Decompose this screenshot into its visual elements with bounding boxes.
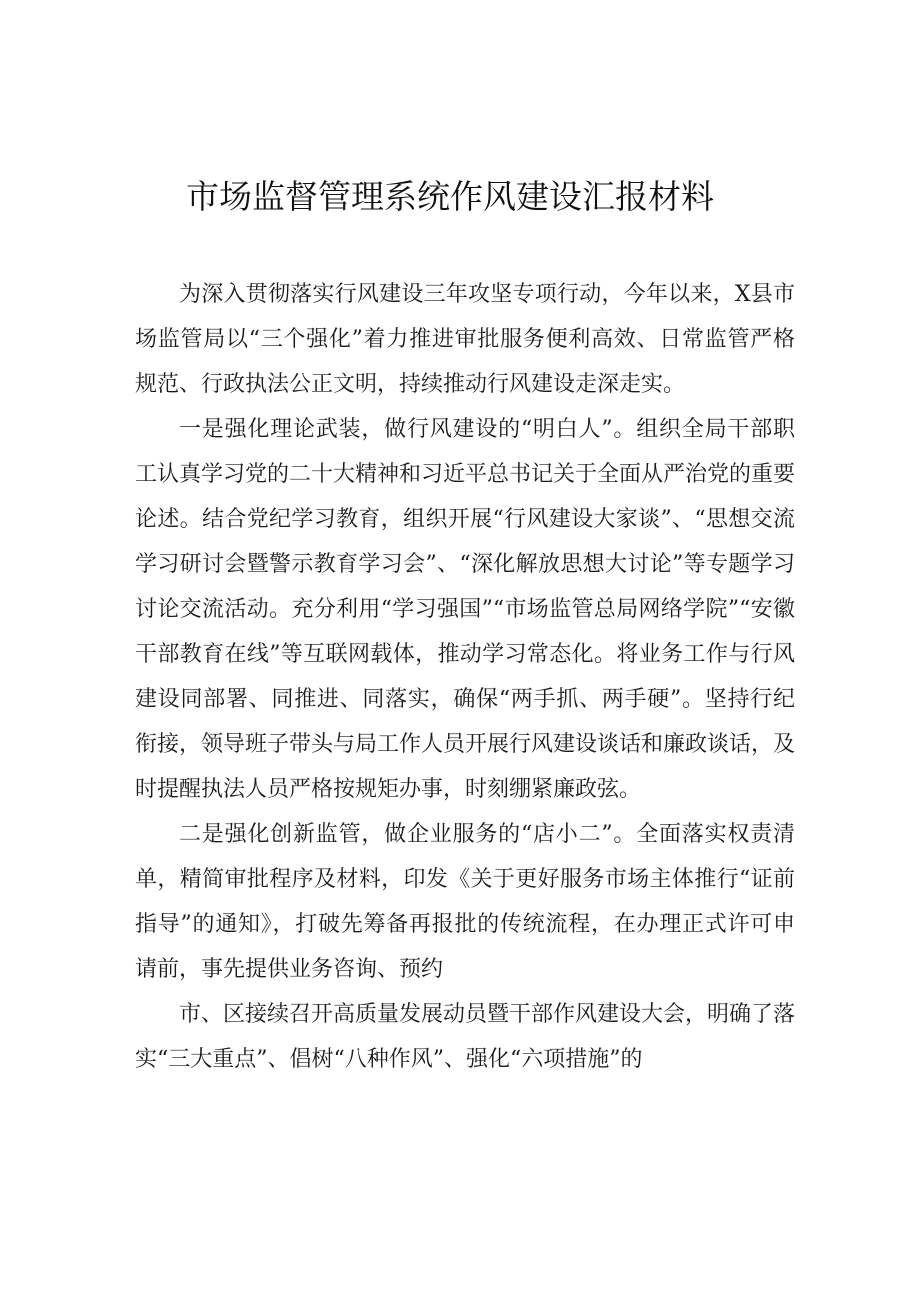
paragraph-innovation: 二是强化创新监管，做企业服务的“店小二”。全面落实权责清单，精简审批程序及材料，印发《关于更好服务市场主体推行“证前指导”的通知》，打破先筹备再报批的传统流程，在办理正式许可申请前，事先提供业务咨询、预约 (135, 822, 795, 982)
document-body (135, 272, 795, 1082)
document-title: 市场监督管理系统作风建设汇报材料 (186, 177, 714, 216)
paragraph-intro: 为深入贯彻落实行风建设三年攻坚专项行动，今年以来，X县市场监管局以“三个强化”着力推进审批服务便利高效、日常监管严格规范、行政执法公正文明，持续推动行风建设走深走实。 (135, 282, 795, 397)
paragraph-conference: 市、区接续召开高质量发展动员暨干部作风建设大会，明确了落实“三大重点”、倡树“八种作风”、强化“六项措施”的 (135, 1002, 796, 1072)
paragraph-theory: 一是强化理论武装，做行风建设的“明白人”。组织全局干部职工认真学习党的二十大精神和习近平总书记关于全面从严治党的重要论述。结合党纪学习教育，组织开展“行风建设大家谈”、“思想交流学习研讨会暨警示教育学习会”、“深化解放思想大讨论”等专题学习讨论交流活动。充分利用“学习强国”“市场监管总局网络学院”“安徽干部教育在线”等互联网载体，推动学习常态化。将业务工作与行风建设同部署、同推进、同落实，确保“两手抓、两手硬”。坚持行纪衔接，领导班子带头与局工作人员开展行风建设谈话和廉政谈话，及时提醒执法人员严格按规矩办事，时刻绷紧廉政弦。 (135, 417, 796, 802)
